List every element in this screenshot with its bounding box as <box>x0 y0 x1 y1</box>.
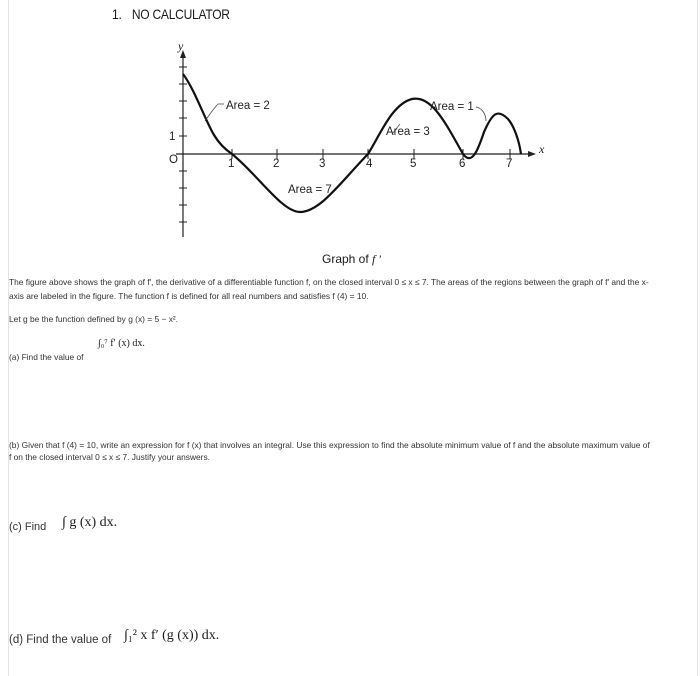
caption-function: f ′ <box>372 252 381 266</box>
part-a-text: (a) Find the value of <box>9 352 84 362</box>
part-b-line-2: f on the closed interval 0 ≤ x ≤ 7. Justify your answers. <box>9 452 210 462</box>
part-c <box>9 521 46 533</box>
intro-line-1: The figure above shows the graph of f′, the derivative of a differentiable function f, on the closed interval 0 ≤ x ≤ 7. The areas of the regions between the graph of f′ and the x- <box>9 277 649 287</box>
part-b-line-1: (b) Given that f (4) = 10, write an expression for f (x) that involves an integral. Use this expression to find the absolute minimum value of f and the absolute maximum value of <box>9 440 650 450</box>
x-tick-7-label: 7 <box>506 158 513 170</box>
area-1-leader <box>205 104 224 121</box>
area-4-leader <box>476 107 486 121</box>
origin-label: O <box>169 154 178 166</box>
area-label-2: Area = 7 <box>288 184 332 196</box>
part-c-text: (c) Find <box>9 521 47 533</box>
area-label-3: Area = 3 <box>386 126 430 138</box>
part-d-integral: ∫₁² x f′ (g (x)) dx. <box>124 628 220 643</box>
x-tick-1-label: 1 <box>228 158 235 170</box>
part-c-integral: ∫ g (x) dx. <box>62 515 118 530</box>
graph-caption <box>322 252 381 267</box>
problem-title: NO CALCULATOR <box>131 6 230 22</box>
area-label-4: Area = 1 <box>430 101 474 113</box>
part-a-integral: ∫₀⁷ f′ (x) dx. <box>98 338 145 349</box>
part-d <box>9 634 111 646</box>
y-axis-label: y <box>178 39 184 53</box>
x-axis-label: x <box>539 142 545 156</box>
x-tick-2-label: 2 <box>273 158 280 170</box>
part-d-text: (d) Find the value of <box>9 634 112 646</box>
x-tick-6-label: 6 <box>459 158 466 170</box>
x-tick-3-label: 3 <box>319 158 326 170</box>
y-tick-1-label: 1 <box>169 131 176 143</box>
problem-number: 1. <box>112 6 122 22</box>
caption-prefix: Graph of <box>322 252 373 266</box>
f-prime-curve <box>183 74 521 212</box>
derivative-graph <box>0 0 700 250</box>
intro-line-3: Let g be the function defined by g (x) = 5 − x². <box>9 314 179 324</box>
x-axis-arrow <box>528 151 536 157</box>
area-label-1: Area = 2 <box>226 100 270 112</box>
x-tick-5-label: 5 <box>410 158 417 170</box>
intro-line-2: axis are labeled in the figure. The function f is defined for all real numbers and satisfies f (4) = 10. <box>9 291 369 301</box>
part-a <box>9 347 83 365</box>
x-tick-4-label: 4 <box>366 158 373 170</box>
